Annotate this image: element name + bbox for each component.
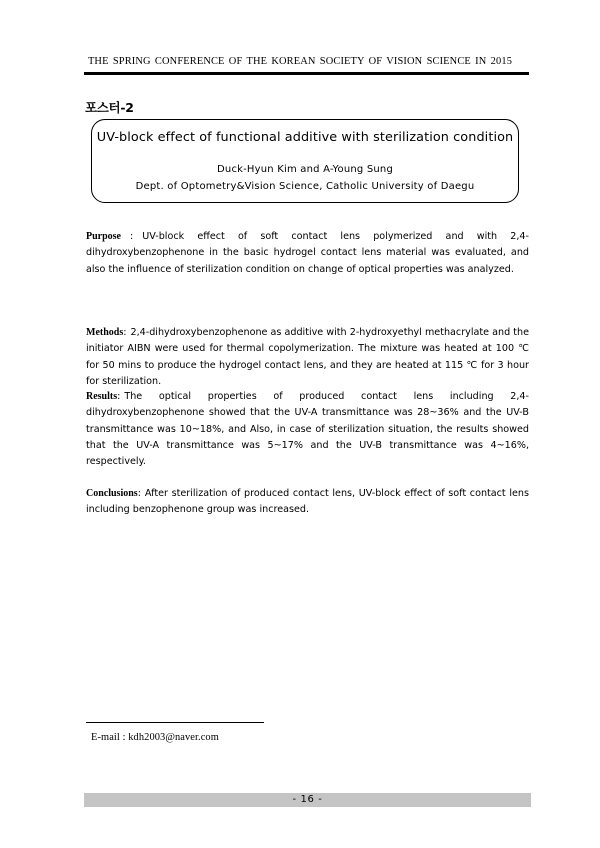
purpose-text: UV-block effect of soft contact lens polymerized and with 2,4-dihydroxybenzophenone in the basic hydrogel contact lens material was evaluated, and also the influence of sterilization condition on change of optical properties was analyzed. bbox=[86, 231, 529, 275]
conclusions-separator: : bbox=[137, 488, 141, 499]
poster-label: 포스터-2 bbox=[85, 100, 134, 115]
footnote-email: E-mail : kdh2003@naver.com bbox=[91, 732, 219, 743]
purpose-label: Purpose bbox=[86, 231, 121, 242]
paper-title: UV-block effect of functional additive with sterilization condition bbox=[96, 130, 514, 145]
page-number: - 16 - bbox=[292, 794, 323, 805]
paper-authors: Duck-Hyun Kim and A-Young Sung bbox=[217, 164, 393, 175]
methods-label: Methods bbox=[86, 327, 124, 338]
purpose-separator: : bbox=[130, 231, 134, 242]
methods-separator: : bbox=[123, 327, 127, 338]
footnote-rule bbox=[86, 722, 264, 723]
conclusions-text: After sterilization of produced contact lens, UV-block effect of soft contact lens including benzophenone group was increased. bbox=[86, 488, 529, 516]
results-label: Results bbox=[86, 391, 118, 402]
paper-affiliation: Dept. of Optometry&Vision Science, Catholic University of Daegu bbox=[135, 181, 475, 192]
results-separator: : bbox=[117, 391, 121, 402]
results-text: The optical properties of produced contact lens including 2,4-dihydroxybenzophenone showed that the UV-A transmittance was 28~36% and the UV-B transmittance was 10~18%, and Also, in case of sterilization situation, the results showed that the UV-A transmittance was 5~17% and the UV-B transmittance was 4~16%, respectively. bbox=[86, 391, 529, 468]
methods-text: 2,4-dihydroxybenzophenone as additive with 2-hydroxyethyl methacrylate and the initiator AIBN were used for thermal copolymerization. The mixture was heated at 100 ℃ for 50 mins to produce the hydrogel contact lens, and they are heated at 115 ℃ for 3 hour for sterilization. bbox=[86, 327, 529, 387]
title-box bbox=[91, 119, 519, 203]
conclusions-section bbox=[86, 486, 529, 519]
methods-section bbox=[86, 325, 529, 390]
page-number-bar bbox=[84, 793, 531, 807]
purpose-section bbox=[86, 229, 529, 278]
results-section bbox=[86, 389, 529, 470]
header-rule bbox=[84, 72, 529, 75]
conclusions-label: Conclusions bbox=[86, 488, 138, 499]
running-header: THE SPRING CONFERENCE OF THE KOREAN SOCIETY OF VISION SCIENCE IN 2015 bbox=[87, 56, 513, 67]
